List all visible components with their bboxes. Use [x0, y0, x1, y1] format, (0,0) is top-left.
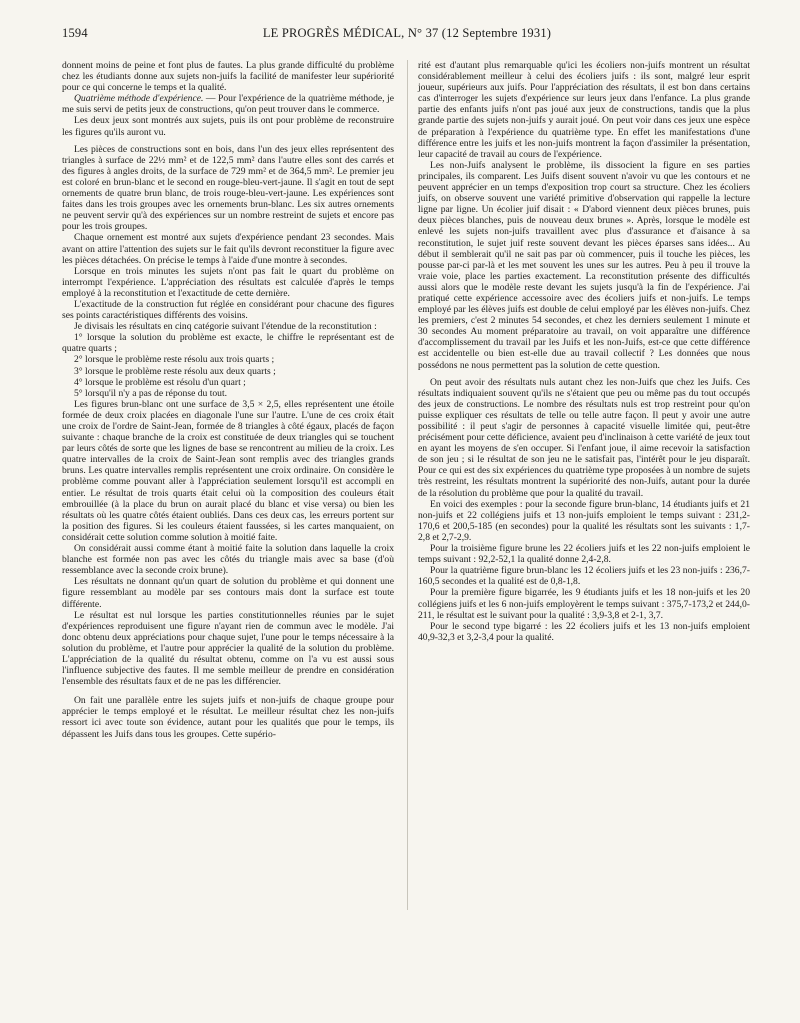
paragraph-text: Les résultats ne donnant qu'un quart de solution du problème et qui donnent une figure ressemblant au modèle par ses contours mais dont la surface est toute différente. — [62, 576, 394, 610]
paragraph-text: Lorsque en trois minutes les sujets n'ont pas fait le quart du problème on interrompt l'expérience. L'appréciation des résultats est calculée d'après le temps employé à la reconstitution et l'exactitude de cette dernière. — [62, 265, 394, 299]
paragraph-text: Les non-Juifs analysent le problème, ils dissocient la figure en ses parties principales, ils comparent. Les Juifs disent souvent n'avoir vu que les contours et ne peuvent apprécier en un temps d'exposition trop court sa structure. Chez les écoliers juifs, on observe souvent une variété primitive d'observation qui rappelle la lecture ligne par ligne. Un écolier juif disait : « D'abord viennent deux pièces brunes, puis deux pièces blanches, puis de nouveau deux brunes ». Après, lorsque le modèle est enlevé les sujets non-juifs travaillent avec plus d'assurance et d'aisance à sa reconstitution, le sujet juif reste souvent devant les pièces éparses sans idées... Au début il semblerait qu'il ne sait pas par où commencer, puis il touche les pièces, les pousse par-ci par-là et les met souvent les unes sur les autres. Peu à peu il trouve la vraie voie, place les parties exactement. La reconstitution présente des difficultés aussi alors que le modèle reste devant les sujets jusqu'à la fin de l'expérience. J'ai pratiqué cette expérience accessoire avec des écoliers juifs et non-juifs. Le temps employé par les élèves juifs est double de celui employé par les élèves non-juifs. Chez les premiers, c'est 2 minutes 54 secondes, et chez les derniers seulement 1 minute et 30 secondes Au moment préparatoire au travail, on voit apparaître une différence d'accomplissement du travail par les Juifs et les non-Juifs, est-ce que cette différence est accidentelle ou bien est-elle due au travail collectif ? Les données que nous possédons ne nous permettent pas la solution de cette question. — [418, 159, 750, 371]
paragraph-text: Chaque ornement est montré aux sujets d'expérience pendant 23 secondes. Mais avant on attire l'attention des sujets sur le fait qu'ils devront reconstituer la figure avec les pièces détachées. On précise le temps à l'aide d'une montre à secondes. — [62, 232, 394, 266]
paragraph-lead: Quatrième méthode d'expérience. — [74, 93, 204, 105]
paragraph-text: En voici des exemples : pour la seconde figure brun-blanc, 14 étudiants juifs et 21 non-juifs et 22 collégiens juifs et 13 non-juifs emploient le temps suivant : 231,2-170,6 et 200,5-185 (en secondes) pour la qualité les résultats sont les suivants : 1,7-2,8 et 2,7-2,9. — [418, 498, 750, 543]
paragraph — [418, 377, 750, 499]
paragraph — [62, 366, 394, 377]
paragraph — [62, 610, 394, 688]
paragraph — [62, 695, 394, 739]
paragraph — [62, 543, 394, 576]
paragraph-text: 1° lorsque la solution du problème est exacte, le chiffre le représentant est de quatre quarts ; — [62, 332, 394, 355]
paragraph — [62, 115, 394, 137]
paragraph-text: On considérait aussi comme étant à moitié faite la solution dans laquelle la croix blanche est formée non pas avec les côtés du triangle mais avec sa base (d'où ressemblance avec la seconde croix brune). — [62, 543, 394, 577]
paragraph — [62, 388, 394, 399]
paragraph-text: donnent moins de peine et font plus de fautes. La plus grande difficulté du problème chez les étudiants donne aux sujets non-juifs la facilité de manifester leur supériorité pour ce qui concerne le temps et la qualité. — [62, 60, 394, 94]
right-column — [418, 60, 750, 643]
paragraph — [418, 60, 750, 160]
paragraph-text: On fait une parallèle entre les sujets juifs et non-juifs de chaque groupe pour apprécier le temps employé et le résultat. Le meilleur résultat chez les non-juifs ressort ici avec toute son évidence, autant pour les qualités que pour le temps, ils dépassent les Juifs dans tous les groupes. Cette supério- — [62, 695, 394, 740]
paragraph-text: Pour la première figure bigarrée, les 9 étudiants juifs et les 18 non-juifs et les 20 collégiens juifs et les 6 non-juifs employèrent le temps suivant : 375,7-173,2 et 244,0-211, le résultat est le suivant pour la qualité : 3,9-3,8 et 2-1, 3,7. — [418, 587, 750, 621]
paragraph — [418, 543, 750, 565]
page-header — [62, 26, 752, 44]
paragraph-text: Je divisais les résultats en cinq catégorie suivant l'étendue de la reconstitution : — [74, 321, 377, 333]
column-divider — [407, 60, 408, 910]
paragraph — [418, 499, 750, 543]
paragraph — [62, 321, 394, 332]
paragraph-text: 2° lorsque le problème reste résolu aux trois quarts ; — [74, 354, 275, 366]
paragraph — [418, 587, 750, 620]
paragraph-text: — Pour l'expérience de la quatrième méthode, je me suis servi de petits jeux de constructions, qu'on peut trouver dans le commerce. — [62, 93, 394, 116]
paragraph-text: Les pièces de constructions sont en bois, dans l'un des jeux elles représentent des triangles à surface de 22½ mm² et de 122,5 mm² dans l'autre elles sont des carrés et des figures à angles droits, de la surface de 729 mm² et de 364,5 mm². Le premier jeu est coloré en brun-blanc et le second en rouge-bleu-vert-jaune. Il s'agit en tout de sept ornements de quatre brun blanc, de trois rouge-bleu-vert-jaune. Les expériences sont faites dans les trois groupes avec les ornements brun-blanc. Les six autres ornements ne peuvent servir qu'à des expériences sur un nombre restreint de sujets et encore pas pour les trois groupes. — [62, 143, 394, 233]
paragraph — [418, 565, 750, 587]
paragraph — [62, 60, 394, 93]
paragraph — [418, 160, 750, 371]
paragraph-text: Les deux jeux sont montrés aux sujets, puis ils ont pour problème de reconstruire les figures qu'ils auront vu. — [62, 115, 394, 138]
paragraph — [62, 299, 394, 321]
paragraph — [62, 354, 394, 365]
paragraph-text: 4° lorsque le problème est résolu d'un quart ; — [74, 376, 246, 388]
paragraph-text: Pour le second type bigarré : les 22 écoliers juifs et les 13 non-juifs emploient 40,9-32,3 et 3,2-3,4 pour la qualité. — [418, 620, 750, 643]
paragraph-text: Pour la troisième figure brune les 22 écoliers juifs et les 22 non-juifs emploient le temps suivant : 92,2-52,1 la qualité donne 2,4-2,8. — [418, 543, 750, 566]
left-column — [62, 60, 394, 740]
paragraph — [62, 93, 394, 115]
paragraph-text: Le résultat est nul lorsque les parties constitutionnelles réunies par le sujet d'expériences reproduisent une figure n'ayant rien de commun avec le modèle. J'ai donc obtenu deux appréciations pour chaque sujet, l'une pour le temps nécessaire à la solution du problème, et l'autre pour apprécier la qualité de la solution du problème. L'appréciation de la qualité du résultat obtenu, comme on l'a vu est aussi sous l'influence subjective des fautes. Il me semble meilleur de prendre en considération l'ensemble des résultats faux et de ne pas les différencier. — [62, 609, 394, 688]
paragraph-text: 5° lorsqu'il n'y a pas de réponse du tout. — [74, 387, 228, 399]
paragraph — [62, 144, 394, 233]
paragraph-text: Pour la quatrième figure brun-blanc les 12 écoliers juifs et les 23 non-juifs : 236,7-160,5 secondes et la qualité est de 0,8-1,8. — [418, 565, 750, 588]
running-title: LE PROGRÈS MÉDICAL, N° 37 (12 Septembre 1931) — [262, 26, 552, 40]
paragraph — [62, 399, 394, 543]
paragraph — [418, 621, 750, 643]
paragraph-text: 3° lorsque le problème reste résolu aux deux quarts ; — [74, 365, 276, 377]
paragraph-text: Les figures brun-blanc ont une surface de 3,5 × 2,5, elles représentent une étoile formée de deux croix placées en diagonale l'une sur l'autre. L'une de ces croix était une croix de l'ordre de Saint-Jean, formée de 8 triangles à côté égaux, placés de façon suivante : chaque branche de la croix est constituée de deux triangles qui se touchent par leurs côtés de sorte que les lignes de base se rencontrent au milieu de la croix. Les quatre intervalles de la croix de Saint-Jean sont remplis avec des triangles grands bruns. Les quatre intervalles remplis représentent une croix ordinaire. On considère le problème comme pouvant aller à l'appréciation seulement lorsqu'il est accompli en entier. Le résultat de trois quarts était celui où la composition des couleurs était embrouillée (à la place du brun on aurait placé du blanc et vise versa) ou bien les résultats où les quatre côtés étaient oubliés. Dans ces deux cas, les erreurs portent sur la position des figures. Si les couleurs étaient faussées, si les cartes manquaient, on considérait cette solution comme solution à moitié faite. — [62, 398, 394, 543]
paragraph-text: On peut avoir des résultats nuls autant chez les non-Juifs que chez les Juifs. Ces résultats indiquaient souvent qu'ils ne s'étaient que peu ou même pas du tout occupés des jeux de constructions. Le nombre des résultats nuls est trop restreint pour qu'on puisse expliquer ces résultats de telle ou telle autre façon. Il peut y avoir une autre possibilité : il peut s'agir de personnes à capacité visuelle limitée qui, peut-être précisément pour cette déficience, avaient peu d'inclinaison à cette variété de jeux tout en ayant les moyens de s'en occuper. Si l'enfant joue, il aime recevoir la satisfaction de son jeu ; si le résultat de son jeu ne le satisfait pas, l'intérêt pour le jeu disparaît. Pour ce qui est des six expériences du quatrième type proposées à un nombre de sujets très restreint, les résultats montrent la supériorité des non-Juifs, autant pour la durée de la résolution du problème que pour la qualité du travail. — [418, 376, 750, 499]
paragraph — [62, 377, 394, 388]
paragraph — [62, 232, 394, 265]
paragraph-text: rité est d'autant plus remarquable qu'ici les écoliers non-juifs montrent un résultat considérablement meilleur à celui des écoliers juifs : ils sont, malgré leur esprit joueur, supérieurs aux juifs. Pour l'appréciation des résultats, il est bon dans certains cas d'interroger les sujets d'expérience sur leurs jeux dans l'enfance. La plus grande partie des enfants juifs n'ont pas joué aux jeux de constructions, tandis que la plus grande partie des sujets non-juifs y aurait joué. On peut voir dans ces jeux une espèce de préparation à l'expérience du quatrième type. En effet les manifestations d'une différence entre les juifs et les non-juifs montrent la façon d'assimiler la présentation, leur capacité de travail au cours de l'expérience. — [418, 60, 750, 160]
paragraph — [62, 332, 394, 354]
paragraph — [62, 576, 394, 609]
paragraph-text: L'exactitude de la construction fut réglée en considérant pour chacune des figures ses points caractéristiques différents des voisins. — [62, 298, 394, 322]
paragraph — [62, 266, 394, 299]
page-number: 1594 — [62, 26, 88, 40]
